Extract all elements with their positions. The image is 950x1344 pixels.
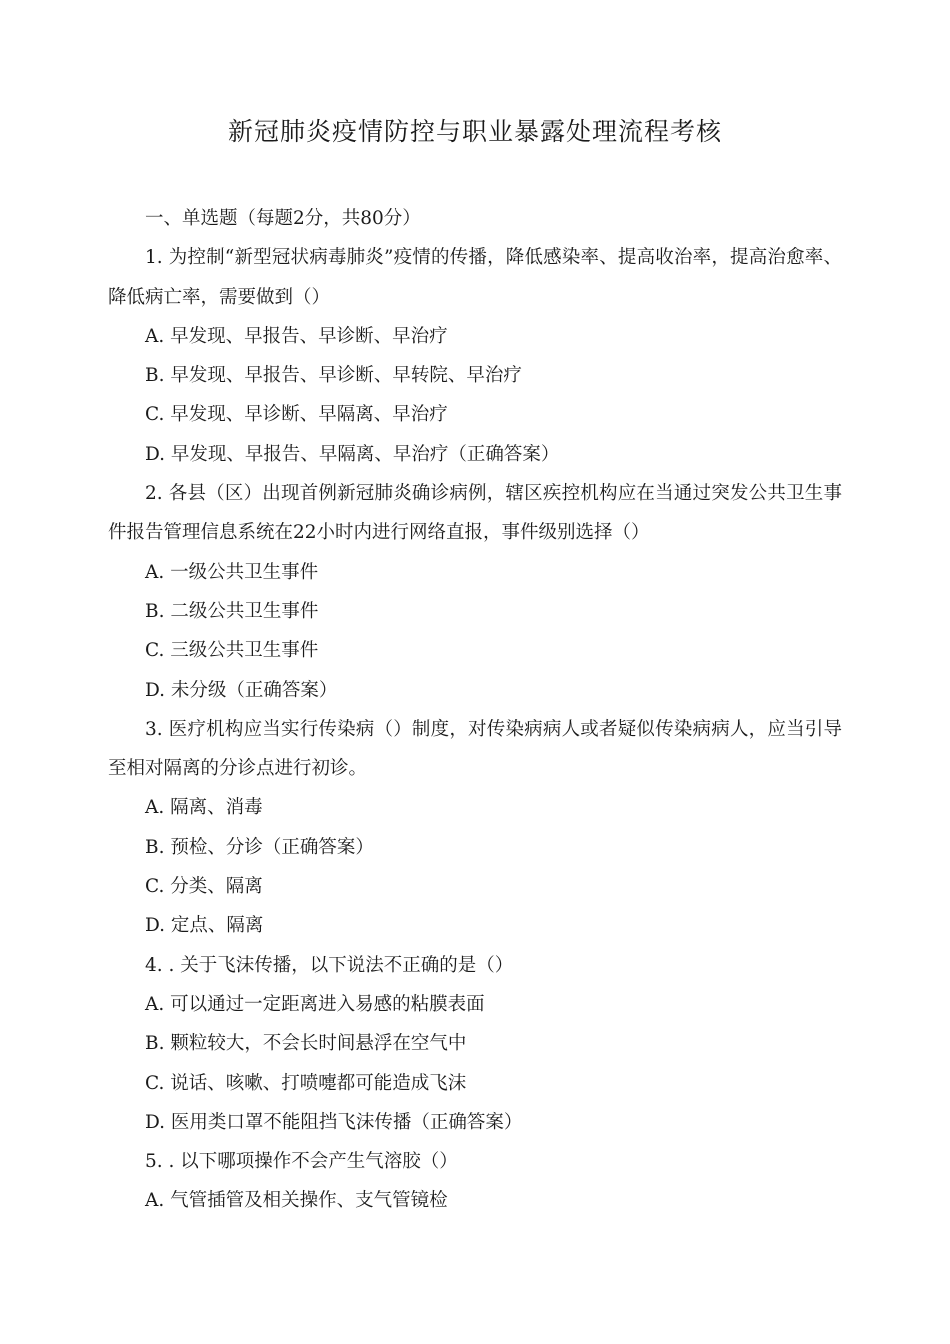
question-2-option-a: A. 一级公共卫生事件 [145,561,319,583]
question-3-option-b: B. 预检、分诊（正确答案） [145,836,374,858]
question-1-option-c: C. 早发现、早诊断、早隔离、早治疗 [145,404,448,426]
section-heading: 一、单选题（每题2分，共80分） [145,208,421,229]
question-1-stem: 1. 为控制“新型冠状病毒肺炎”疫情的传播，降低感染率、提高收治率，提高治愈率、降低病亡率，需要做到（） [108,247,842,308]
question-3-option-c: C. 分类、隔离 [145,876,263,898]
question-4-option-c: C. 说话、咳嗽、打喷嚏都可能造成飞沫 [145,1072,467,1094]
question-3-stem: 3. 医疗机构应当实行传染病（）制度，对传染病病人或者疑似传染病病人，应当引导至相对隔离的分诊点进行初诊。 [108,718,842,780]
question-4-stem: 4. . 关于飞沫传播，以下说法不正确的是（） [145,954,514,976]
question-2-stem: 2. 各县（区）出现首例新冠肺炎确诊病例，辖区疾控机构应在当通过突发公共卫生事件报告管理信息系统在22小时内进行网络直报，事件级别选择（） [108,483,842,544]
question-1-option-a: A. 早发现、早报告、早诊断、早治疗 [145,325,448,347]
document-body [108,199,842,1221]
question-2-option-c: C. 三级公共卫生事件 [145,640,319,662]
question-4-option-a: A. 可以通过一定距离进入易感的粘膜表面 [145,993,485,1015]
question-5-stem: 5. . 以下哪项操作不会产生气溶胶（） [145,1151,458,1173]
question-5-option-a: A. 气管插管及相关操作、支气管镜检 [145,1190,448,1212]
document-title: 新冠肺炎疫情防控与职业暴露处理流程考核 [227,117,722,146]
question-1-option-b: B. 早发现、早报告、早诊断、早转院、早治疗 [145,365,522,387]
question-4-option-b: B. 颗粒较大，不会长时间悬浮在空气中 [145,1033,467,1055]
question-2-option-b: B. 二级公共卫生事件 [145,600,319,622]
question-3-option-d: D. 定点、隔离 [145,915,264,937]
question-4-option-d: D. 医用类口罩不能阻挡飞沫传播（正确答案） [145,1111,523,1133]
question-1-option-d: D. 早发现、早报告、早隔离、早治疗（正确答案） [145,443,560,465]
question-2-option-d: D. 未分级（正确答案） [145,679,338,701]
question-3-option-a: A. 隔离、消毒 [145,797,263,819]
